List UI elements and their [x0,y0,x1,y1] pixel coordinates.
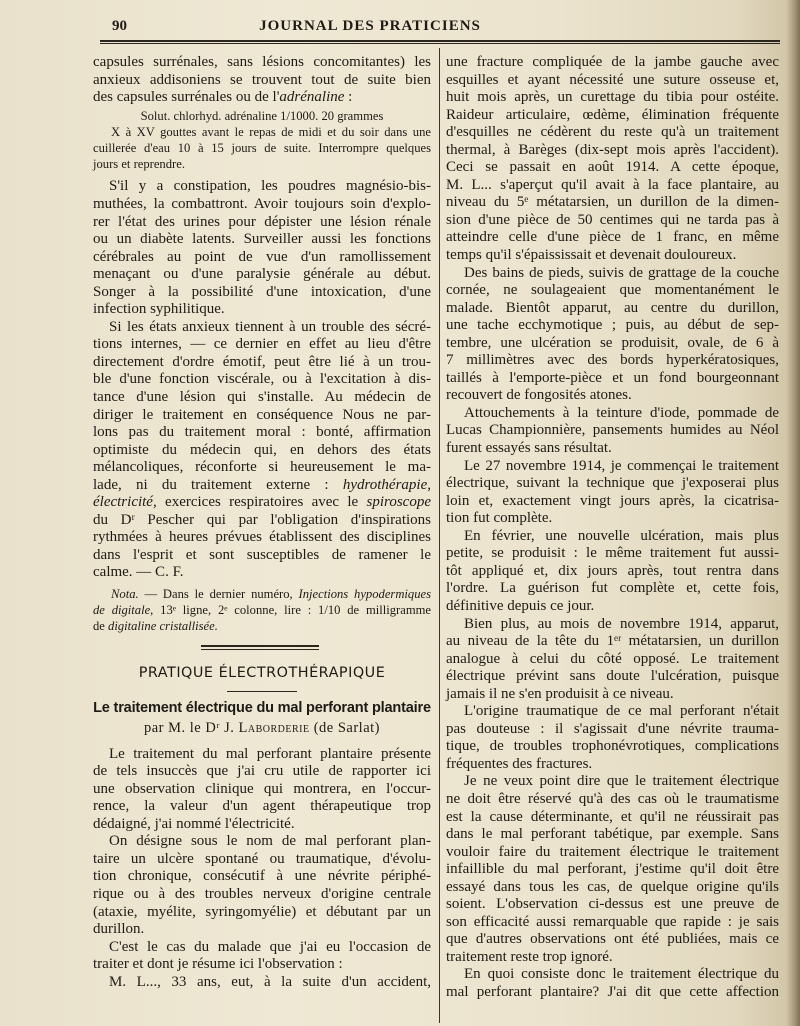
text-line: du Dʳ Pescher qui par l'obligation d'inspirations [93,511,431,528]
text-line: dans le mal perforant tabétique, par exemple. Sans [446,826,779,843]
text-line: une tache ecchymotique ; puis, au début de sep- [446,317,779,334]
text-line: ble d'une fonction viscérale, ou à l'excitation à dis- [93,371,431,388]
text-line: L'origine traumatique de ce mal perforant n'était [464,703,779,720]
text-line: infaillible du mal perforant, j'estime qu'il doit être [446,861,779,878]
recipe-line: cuillerée d'eau 10 à 15 jours de suite. Interrompre quelques [93,141,431,156]
text-line: tôt appliqué et, dix jours après, tout rentra dans [446,562,779,579]
text-line: traiter et dont je résume ici l'observation : [93,956,343,973]
italic-term: de digitale, [93,603,154,618]
note-line [93,586,431,602]
text-line: diriger le traitement en conséquence Nous ne par- [93,406,431,423]
text-line: lons pas du traitement moral : bonté, affirmation [93,424,431,441]
text-line: rence, la valeur d'un agent thérapeutique trop [93,798,431,815]
text-segment: de [93,619,109,634]
text-line: 7 millimètres avec des bords hyperkératosiques, [446,352,779,369]
text-line: On désigne sous le nom de mal perforant plan- [109,833,431,850]
recipe-line: jours et reprendre. [93,157,185,172]
text-line: vouloir faire du traitement électrique le traitement [446,843,779,860]
text-line [93,494,431,512]
text-segment: — Dans le dernier numéro, [138,587,299,602]
text-line: Songer à la possibilité d'une intoxication, d'une [93,283,431,300]
text-line: thermal, à Barèges (dix-sept mois après l'accident). [446,141,779,158]
text-line: mélancoliques, réconforte si heureusement le ma- [93,459,431,476]
text-line: ne doit être réservé qu'à des cas où le traumatisme [446,790,779,807]
text-line: durillon. [93,921,145,938]
article-title: Le traitement électrique du mal perforant plantaire [93,699,431,716]
text-line: Lucas Championnière, pansements humides au Néol [446,422,779,439]
italic-term: adrénaline [279,89,345,106]
text-line: C'est le cas du malade que j'ai eu l'occasion de [109,938,431,955]
author-name: Laborderie [238,719,310,736]
byline-text: (de Sarlat) [309,719,381,736]
text-line: calme. — C. F. [93,564,184,581]
text-line: atteindre celle d'une pièce de 1 franc, en même [446,229,779,246]
text-line: analogue à celui du côté opposé. Le traitement [446,650,779,667]
text-line: Bien plus, au mois de novembre 1914, apparut, [464,615,779,632]
text-line: menaçant ou d'une paralysie générale au début. [93,266,431,283]
header-rule-thin [100,43,780,44]
text-line: niveau du 5ᵉ métatarsien, un durillon de la dimen- [446,194,779,211]
recipe-line: Solut. chlorhyd. adrénaline 1/1000. 20 grammes [140,108,384,123]
text-line: En quoi consiste donc le traitement électrique du [464,966,779,983]
text-line: une fracture compliquée de la jambe gauche avec [446,54,779,70]
text-line: rique ou à des troubles nerveux d'origine centrale [93,886,431,903]
article-byline [93,720,431,740]
text-line: tique, de troubles trophonévrotiques, complications [446,738,779,755]
text-line: de tels insuccès que j'ai cru utile de rapporter ici [93,763,431,780]
text-line: furent essayés sans résultat. [446,440,612,457]
text-segment: exercices respiratoires avec le [156,494,367,511]
text-line: Si les états anxieux tiennent à un trouble des sécré- [109,318,431,335]
text-line: d'esquilles ne cédèrent du reste qu'à un traitement [446,124,779,141]
text-line: loin et, exactement vingt jours après, la cicatrisa- [446,492,779,509]
page-edge-shadow [786,0,800,1026]
text-line: tion fut complète. [446,510,553,527]
text-line: soient. L'observation ci-dessus est une preuve de [446,896,779,913]
ornamental-rule [93,641,431,655]
text-line: esquilles et ayant nécessité une suture osseuse et, [446,71,779,88]
text-line: En février, une nouvelle ulcération, mais plus [464,527,779,544]
text-line: (ataxie, myélite, syringomyélie) et débutant par un [93,903,431,920]
column-divider [439,48,440,1023]
text-line: que d'autres observations ont été publiées, mais ce [446,931,779,948]
left-column [93,54,431,991]
text-line: Raideur articulaire, œdème, élimination fréquente [446,106,779,123]
byline-text: par M. le Dʳ J. [143,719,239,736]
section-title: PRATIQUE ÉLECTROTHÉRAPIQUE [138,664,386,681]
text-line: temps qu'il s'épaississait et devenait douloureux. [446,247,737,264]
text-line: huit mois après, un curettage du tibia pour ostéite. [446,89,779,106]
text-segment: : [344,89,353,106]
text-line [93,477,431,495]
recipe-line: X à XV gouttes avant le repas de midi et du soir dans une [111,124,431,139]
text-line: rythmées à heures prévues établissent des disciplines [93,529,431,546]
text-line: jamais il ne s'en produisit à ce niveau. [446,685,674,702]
text-line: directement d'ordre émotif, peut être lié à un trou- [93,353,431,370]
text-line: Je ne veux point dire que le traitement électrique [464,773,779,790]
text-line: électrique, suivant la technique que j'exposerai plus [446,475,779,492]
note-line [93,602,431,618]
text-line: taire un ulcère spontané ou traumatique, d'évolu- [93,850,431,867]
text-line: Des bains de pieds, suivis de grattage de la couche [464,264,779,281]
right-column [446,54,779,1002]
text-segment: des capsules surrénales ou de l' [93,89,280,106]
italic-term: électricité, [93,494,157,511]
text-line: anxieux addisoniens se trouvent tout de suite bien [93,71,431,88]
text-line: électrique prévint sans doute l'ulcération, puisque [446,668,779,685]
header-rule [100,40,780,42]
text-line: optimiste du médecin qui, en dehors des états [93,441,431,458]
text-line: Ceci se passait en août 1914. A cette époque, [446,159,779,176]
text-line: essayé dans tous les cas, de quelque origine qu'ils [446,878,779,895]
text-line: sion d'une pièce de 50 centimes qui ne tarda pas à [446,211,779,228]
text-line: traitement reste trop ignoré. [446,948,613,965]
text-segment: 13ᵉ ligne, 2ᵉ colonne, lire : 1/10 de milligramme [153,603,431,618]
italic-term: spiroscope [366,494,431,511]
text-line [93,89,431,107]
text-line: ou un diabète latents. Surveiller aussi les fonctions [93,231,431,248]
text-line: Le 27 novembre 1914, je commençai le traitement [464,457,779,474]
text-line: cérébrales au point de vue d'un ramollissement [93,248,431,265]
text-line: M. L..., 33 ans, eut, à la suite d'un accident, [109,973,431,990]
text-line: Attouchements à la teinture d'iode, pommade de [464,404,779,421]
text-line: malade. Bientôt apparut, au centre du durillon, [446,299,779,316]
text-line: muthées, la combattront. Avoir toujours soin d'explo- [93,196,431,212]
text-line: tion chronique, consécutif à une névrite périphé- [93,868,431,885]
text-line: infection syphilitique. [93,301,225,318]
text-line: Le traitement du mal perforant plantaire présente [109,745,431,762]
text-line: l'ordre. La guérison fut complète et, cette fois, [446,580,779,597]
journal-title: JOURNAL DES PRATICIENS [259,18,481,34]
text-line: au niveau de la tête du 1ᵉʳ métatarsien, un durillon [446,633,779,650]
note-line [93,618,431,634]
note-label: Nota. [111,587,139,602]
text-line: définitive depuis ce jour. [446,597,595,614]
page-number: 90 [112,18,127,34]
text-line: est la cause déterminante, et qu'il ne réussirait pas [446,808,779,825]
text-line: fréquentes des fractures. [446,755,593,772]
text-line: recouvert de fongosités atones. [446,387,632,404]
text-line: tions internes, — ce dernier en effet au lieu d'être [93,336,431,353]
italic-term: digitaline cristallisée. [108,619,218,634]
text-line: S'il y a constipation, les poudres magnésio-bis- [109,178,431,195]
running-header [100,18,780,40]
text-line: tance d'une lésion qui s'installe. Au médecin de [93,389,431,406]
text-line: rer l'état des urines pour dépister une lésion rénale [93,213,431,230]
italic-term: hydrothérapie, [342,476,431,493]
text-segment: lade, ni du traitement externe : [93,476,343,493]
text-line: son efficacité aussi remarquable que rapide : je sais [446,913,779,930]
text-line: tembre, une ulcération se produisit, ovale, de 6 à [446,334,779,351]
text-line: mal perforant plantaire? J'ai dit que cette affection [446,983,779,1000]
text-line: capsules surrénales, sans lésions concomitantes) les [93,54,431,70]
text-line: M. L... s'aperçut qu'il avait à la face plantaire, au [446,176,779,193]
section-rule [227,691,297,692]
text-line: dans l'esprit et sont susceptibles de ramener le [93,546,431,563]
text-line: cornée, ne soulageaient que momentanément le [446,282,779,299]
text-line: petite, se produisit : le même traitement fut aussi- [446,545,779,562]
text-line: dédaigné, j'ai nommé l'électricité. [93,815,295,832]
text-line: pas douteuse : il s'agissait d'une névrite trauma- [446,720,779,737]
italic-term: Injections hypodermiques [298,587,431,602]
text-line: une observation clinique qui montrera, en l'occur- [93,780,431,797]
text-line: taillés à l'emporte-pièce et un fond bourgeonnant [446,369,779,386]
